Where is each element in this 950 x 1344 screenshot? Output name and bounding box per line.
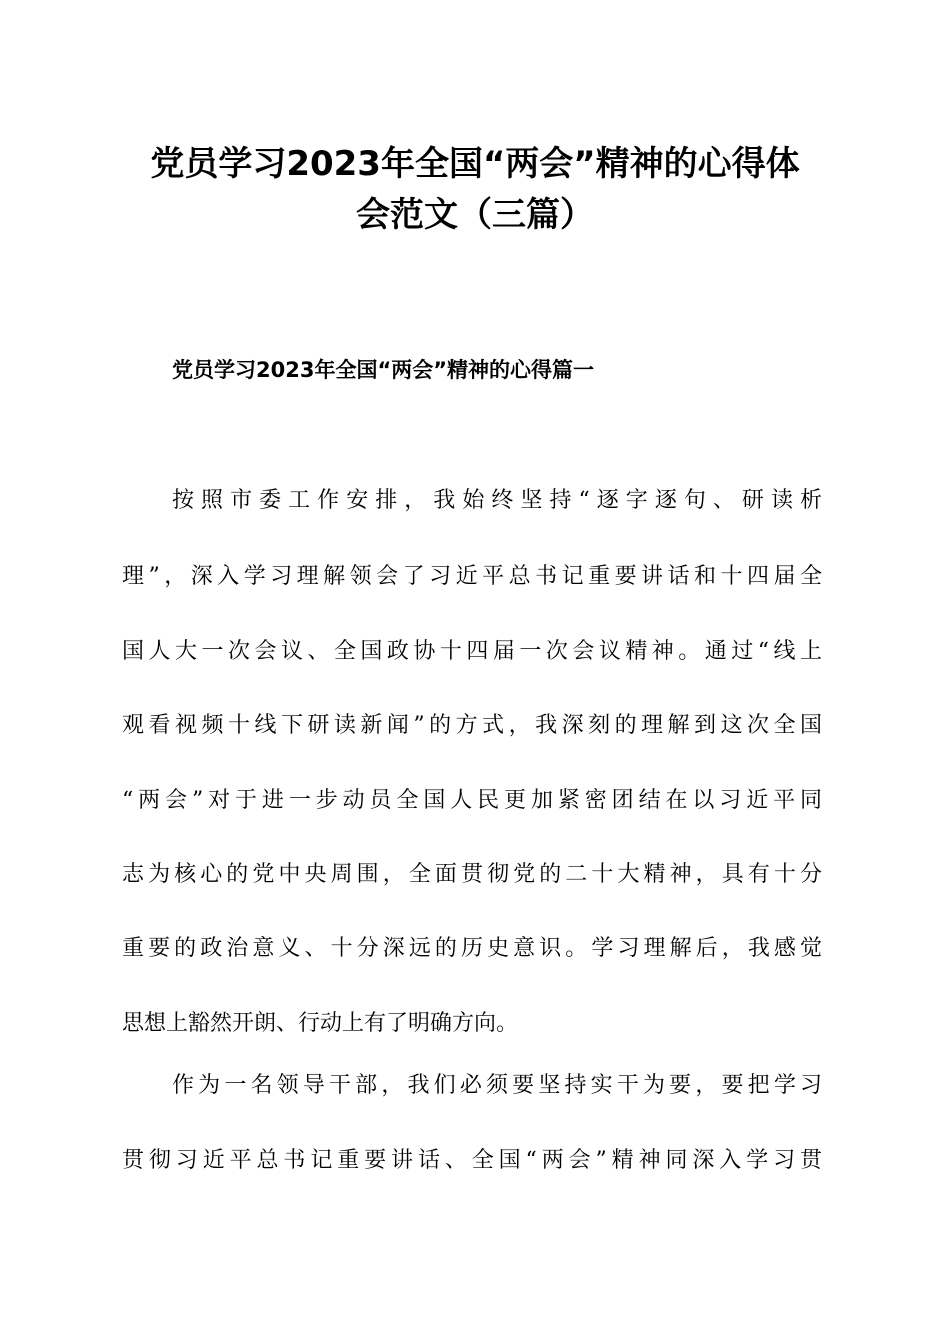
section-heading: 党员学习2023年全国“两会”精神的心得篇一: [172, 358, 595, 382]
paragraph-1-line: 国人大一次会议、全国政协十四届一次会议精神。通过“线上: [122, 639, 822, 664]
paragraph-1-line: 思想上豁然开朗、行动上有了明确方向。: [122, 1011, 519, 1036]
paragraph-2-line: 作为一名领导干部，我们必须要坚持实干为要，要把学习: [172, 1073, 822, 1098]
document-title-line-2: 会范文（三篇）: [356, 195, 594, 235]
paragraph-1-line: 重要的政治意义、十分深远的历史意识。学习理解后，我感觉: [122, 936, 822, 961]
paragraph-1-line: 观看视频十线下研读新闻”的方式，我深刻的理解到这次全国: [122, 713, 822, 738]
paragraph-1-line: 志为核心的党中央周围，全面贯彻党的二十大精神，具有十分: [122, 862, 822, 887]
paragraph-1-line: 按照市委工作安排，我始终坚持“逐字逐句、研读析: [172, 488, 822, 513]
document-title-line-1: 党员学习2023年全国“两会”精神的心得体: [150, 144, 800, 184]
paragraph-2-line: 贯彻习近平总书记重要讲话、全国“两会”精神同深入学习贯: [122, 1148, 822, 1173]
paragraph-1-line: “两会”对于进一步动员全国人民更加紧密团结在以习近平同: [122, 788, 822, 813]
paragraph-1-line: 理”，深入学习理解领会了习近平总书记重要讲话和十四届全: [122, 564, 822, 589]
